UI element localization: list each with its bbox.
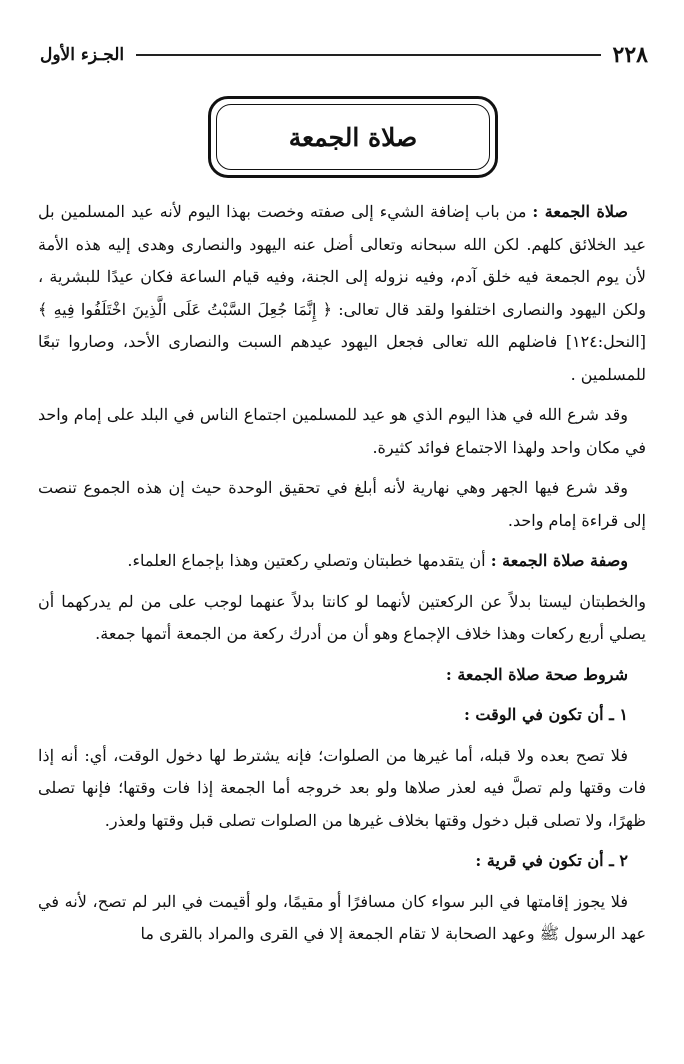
paragraph-description-text: أن يتقدمها خطبتان وتصلي ركعتين وهذا بإجماع العلماء. bbox=[127, 551, 491, 570]
paragraph-gathering: وقد شرع الله في هذا اليوم الذي هو عيد للمسلمين اجتماع الناس في البلد على إمام واحد في مكان واحد ولهذا الاجتماع فوائد كثيرة. bbox=[38, 405, 646, 457]
paragraph-sermons: والخطبتان ليستا بدلاً عن الركعتين لأنهما لو كانتا بدلاً عنهما لوجب على من لم يدركهما أن يصلي أربع ركعات وهذا خلاف الإجماع وهو أن من أدرك ركعة من الجمعة أتمها جمعة. bbox=[38, 591, 647, 643]
page-body bbox=[38, 196, 646, 951]
part-label: الجـزء الأول bbox=[40, 45, 125, 65]
heading-condition-time: ١ ـ أن تكون في الوقت : bbox=[463, 705, 628, 724]
page-header bbox=[40, 40, 648, 70]
term-salat-jumuah: صلاة الجمعة : bbox=[532, 202, 628, 221]
paragraph-definition-text: من باب إضافة الشيء إلى صفته وخصت بهذا اليوم لأنه عيد المسلمين بل عيد الخلائق كلهم. لكن الله سبحانه وتعالى أضل عنه اليهود والنصارى وهدى إليه هذه الأمة لأن يوم الجمعة فيه خلق آدم، وفيه نزوله إلى الجنة، وفيه قيام الساعة فكان عيدًا للبشرية ، ولكن اليهود والنصارى اختلفوا ولقد قال تعالى: ﴿ إِنَّمَا جُعِلَ السَّبْتُ عَلَى الَّذِينَ اخْتَلَفُوا فِيهِ ﴾ [النحل:١٢٤] فاضلهم الله تعالى فجعل اليهود عيدهم السبت والنصارى الأحد، وصاروا تبعًا للمسلمين . bbox=[38, 202, 646, 384]
paragraph-definition bbox=[38, 196, 646, 391]
paragraph-time: فلا تصح بعده ولا قبله، أما غيرها من الصلوات؛ فإنه يشترط لها دخول الوقت، أي: أنه إذا فات وقتها ولم تصلَّ فيه لعذر صلاها ولو بعد خروجه أما الجمعة إذا فات وقتها؛ فإنها تصلى ظهرًا، ولا تصلى قبل دخول وقتها بخلاف غيرها من الصلوات تصلى قبل وقتها ولعذر. bbox=[38, 745, 646, 830]
paragraph-recitation: وقد شرع فيها الجهر وهي نهارية لأنه أبلغ في تحقيق الوحدة حيث إن هذه الجموع تنصت إلى قراءة إمام واحد. bbox=[38, 478, 646, 530]
heading-condition-village: ٢ ـ أن تكون في قرية : bbox=[475, 851, 628, 870]
page-number: ٢٢٨ bbox=[612, 42, 648, 68]
chapter-title-frame bbox=[208, 96, 498, 178]
header-rule bbox=[136, 54, 600, 56]
term-description: وصفة صلاة الجمعة : bbox=[490, 551, 628, 570]
heading-conditions: شروط صحة صلاة الجمعة : bbox=[445, 664, 628, 684]
paragraph-description bbox=[38, 545, 646, 578]
paragraph-village: فلا يجوز إقامتها في البر سواء كان مسافرًا أو مقيمًا، ولو أقيمت في البر لم تصح، لأنه في عهد الرسول ﷺ وعهد الصحابة لا تقام الجمعة إلا في القرى والمراد بالقرى ما bbox=[38, 891, 646, 943]
chapter-title: صلاة الجمعة bbox=[216, 104, 490, 170]
